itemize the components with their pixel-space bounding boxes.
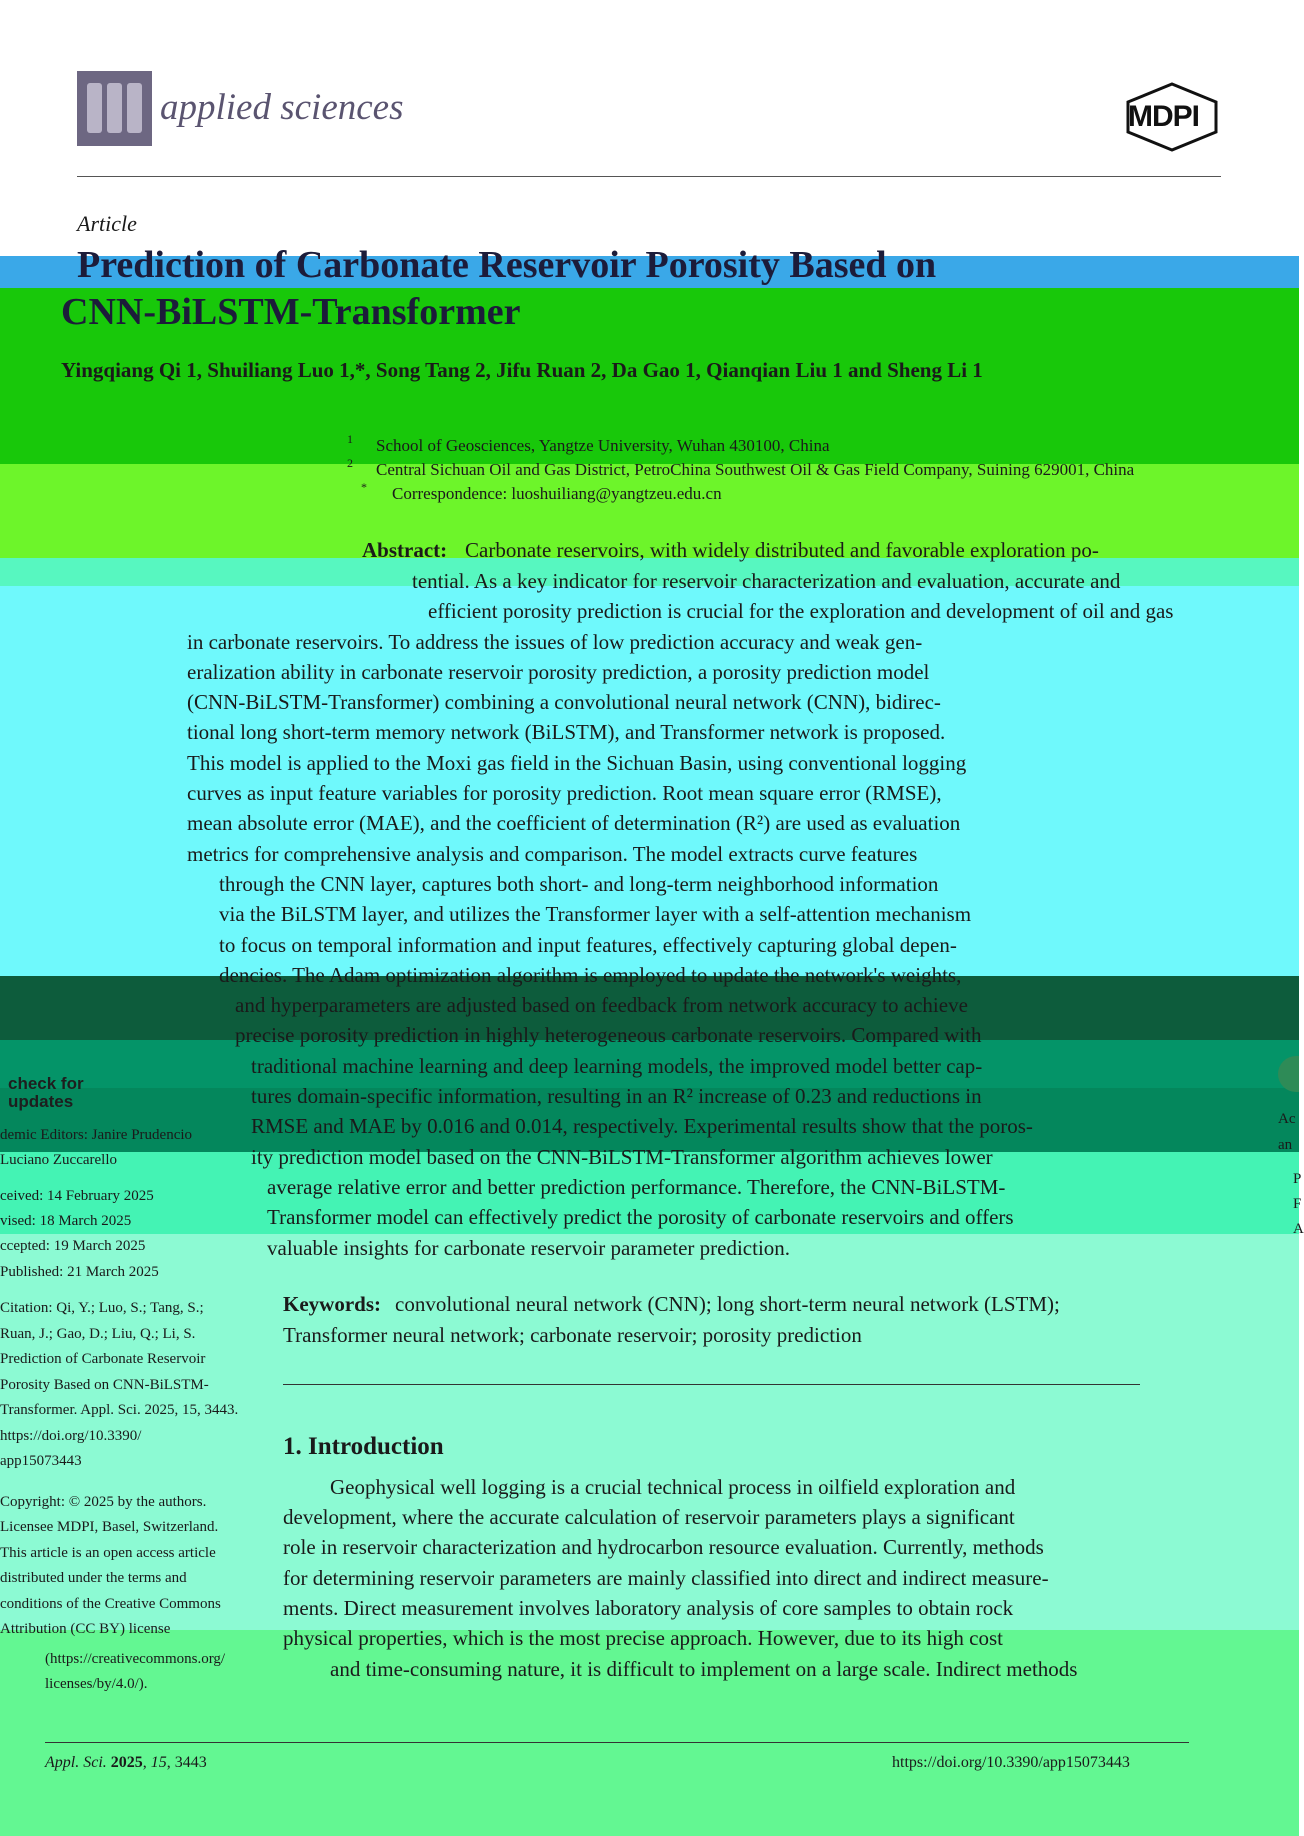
revised-date: vised: 18 March 2025	[0, 1213, 132, 1229]
license-link[interactable]: (https://creativecommons.org/	[45, 1651, 226, 1667]
keywords-divider	[283, 1384, 1140, 1385]
correspondence-email[interactable]: Correspondence: luoshuiliang@yangtzeu.edu.cn	[392, 484, 722, 503]
abstract-line: via the BiLSTM layer, and utilizes the Transformer layer with a self-attention mechanism	[219, 902, 972, 926]
abstract-line: (CNN-BiLSTM-Transformer) combining a convolutional neural network (CNN), bidirec-	[187, 690, 941, 714]
copyright-line: This article is an open access article	[0, 1545, 216, 1561]
citation-line: Porosity Based on CNN-BiLSTM-	[0, 1377, 209, 1393]
keywords-label: Keywords:	[283, 1292, 381, 1316]
article-title-line2: CNN-BiLSTM-Transformer	[61, 291, 521, 333]
academic-editors: Luciano Zuccarello	[0, 1152, 118, 1168]
footer-volume: 15	[150, 1754, 167, 1771]
accepted-date: ccepted: 19 March 2025	[0, 1238, 146, 1254]
keywords-line: Transformer neural network; carbonate reservoir; porosity prediction	[283, 1323, 862, 1347]
citation-line: Ruan, J.; Gao, D.; Liu, Q.; Li, S.	[0, 1326, 196, 1342]
copyright-line: conditions of the Creative Commons	[0, 1596, 221, 1612]
abstract-line: mean absolute error (MAE), and the coefficient of determination (R²) are used as evaluation	[187, 811, 961, 835]
copyright-line: Attribution (CC BY) license	[0, 1621, 171, 1637]
abstract-line: precise porosity prediction in highly heterogeneous carbonate reservoirs. Compared with	[235, 1023, 982, 1047]
right-edge-text: Ac	[1278, 1111, 1296, 1127]
abstract-label: Abstract:	[362, 538, 448, 562]
citation-line: Transformer. Appl. Sci. 2025, 15, 3443.	[0, 1402, 239, 1418]
citation-line: Prediction of Carbonate Reservoir	[0, 1351, 206, 1367]
affiliation-number: 2	[347, 456, 353, 470]
right-edge-text: P	[1293, 1171, 1302, 1187]
affiliation-2: Central Sichuan Oil and Gas District, PetroChina Southwest Oil & Gas Field Company, Suining 629001, China	[376, 460, 1135, 479]
copyright-line: Copyright: © 2025 by the authors.	[0, 1494, 207, 1510]
abstract-line: valuable insights for carbonate reservoir parameter prediction.	[267, 1236, 791, 1260]
abstract-line: eralization ability in carbonate reservoir porosity prediction, a porosity prediction model	[187, 660, 930, 684]
received-date: ceived: 14 February 2025	[0, 1188, 154, 1204]
abstract-line: through the CNN layer, captures both short- and long-term neighborhood information	[219, 872, 939, 896]
footer-article-number: 3443	[174, 1754, 207, 1771]
footer-year: 2025	[110, 1754, 143, 1771]
published-date: Published: 21 March 2025	[0, 1264, 159, 1280]
author-list	[61, 358, 983, 383]
check-updates-line: check for	[8, 1074, 84, 1093]
right-edge-text: F	[1293, 1196, 1302, 1212]
journal-name: applied sciences	[160, 87, 404, 128]
abstract-line: tional long short-term memory network (BiLSTM), and Transformer network is proposed.	[187, 720, 946, 744]
academic-editors: demic Editors: Janire Prudencio	[0, 1127, 193, 1143]
intro-line: Geophysical well logging is a crucial technical process in oilfield exploration and	[330, 1475, 1016, 1499]
author-names: Yingqiang Qi 1, Shuiliang Luo 1,*, Song Tang 2, Jifu Ruan 2, Da Gao 1, Qianqian Liu 1 and Sheng Li 1	[61, 358, 983, 382]
intro-line: ments. Direct measurement involves laboratory analysis of core samples to obtain rock	[283, 1596, 1014, 1620]
abstract-line: in carbonate reservoirs. To address the issues of low prediction accuracy and weak gen-	[187, 630, 923, 654]
right-edge-text: an	[1278, 1137, 1293, 1153]
footer-doi-link[interactable]: https://doi.org/10.3390/app15073443	[892, 1754, 1130, 1771]
footer-divider	[45, 1742, 1189, 1743]
header-divider	[77, 176, 1221, 177]
abstract-line: This model is applied to the Moxi gas field in the Sichuan Basin, using conventional logging	[187, 751, 967, 775]
abstract-line: ity prediction model based on the CNN-BiLSTM-Transformer algorithm achieves lower	[251, 1145, 993, 1169]
citation-doi-link[interactable]: app15073443	[0, 1453, 82, 1469]
abstract-line: to focus on temporal information and input features, effectively capturing global depen-	[219, 933, 957, 957]
intro-line: role in reservoir characterization and hydrocarbon resource evaluation. Currently, methods	[283, 1535, 1044, 1559]
section-heading: 1. Introduction	[283, 1433, 444, 1460]
intro-line: for determining reservoir parameters are mainly classified into direct and indirect measure-	[283, 1566, 1049, 1590]
intro-line: development, where the accurate calculation of reservoir parameters plays a significant	[283, 1505, 1015, 1529]
copyright-line: Licensee MDPI, Basel, Switzerland.	[0, 1519, 219, 1535]
footer-journal: Appl. Sci.	[45, 1754, 107, 1771]
correspondence-marker: *	[361, 480, 367, 494]
abstract-line: curves as input feature variables for porosity prediction. Root mean square error (RMSE),	[187, 781, 942, 805]
copyright-line: distributed under the terms and	[0, 1570, 187, 1586]
affiliation-number: 1	[347, 432, 353, 446]
abstract-line: average relative error and better prediction performance. Therefore, the CNN-BiLSTM-	[267, 1175, 1006, 1199]
abstract-line: dencies. The Adam optimization algorithm is employed to update the network's weights,	[219, 963, 962, 987]
publisher-logo-text: MDPI	[1128, 100, 1199, 133]
keywords-line: convolutional neural network (CNN); long short-term neural network (LSTM);	[395, 1292, 1060, 1316]
abstract-line: metrics for comprehensive analysis and comparison. The model extracts curve features	[187, 842, 918, 866]
abstract-line: tures domain-specific information, resulting in an R² increase of 0.23 and reductions in	[251, 1084, 982, 1108]
intro-line: and time-consuming nature, it is difficult to implement on a large scale. Indirect methods	[330, 1657, 1078, 1681]
footer-citation: Appl. Sci. 2025, 15, 3443	[45, 1754, 207, 1771]
check-for-updates-button[interactable]	[0, 1075, 84, 1111]
abstract-line: Carbonate reservoirs, with widely distributed and favorable exploration po-	[465, 538, 1099, 562]
abstract-line: and hyperparameters are adjusted based on feedback from network accuracy to achieve	[235, 993, 968, 1017]
abstract-line: traditional machine learning and deep learning models, the improved model better cap-	[251, 1054, 983, 1078]
abstract-line: tential. As a key indicator for reservoir characterization and evaluation, accurate and	[412, 569, 1121, 593]
abstract-line: RMSE and MAE by 0.016 and 0.014, respectively. Experimental results show that the poros-	[251, 1114, 1033, 1138]
citation-line: Citation: Qi, Y.; Luo, S.; Tang, S.;	[0, 1300, 204, 1316]
check-updates-line: updates	[8, 1092, 74, 1111]
citation-doi-link[interactable]: https://doi.org/10.3390/	[0, 1428, 142, 1444]
affiliation-1: School of Geosciences, Yangtze University, Wuhan 430100, China	[376, 436, 830, 455]
article-title-line1: Prediction of Carbonate Reservoir Porosity Based on	[77, 244, 937, 286]
abstract-line: efficient porosity prediction is crucial for the exploration and development of oil and gas	[428, 599, 1174, 623]
right-edge-text: A	[1293, 1221, 1304, 1237]
abstract-line: Transformer model can effectively predict the porosity of carbonate reservoirs and offers	[267, 1205, 1014, 1229]
article-type: Article	[77, 211, 137, 236]
journal-logo-icon	[77, 71, 152, 146]
intro-line: physical properties, which is the most precise approach. However, due to its high cost	[283, 1626, 1003, 1650]
license-link[interactable]: licenses/by/4.0/).	[45, 1676, 148, 1692]
